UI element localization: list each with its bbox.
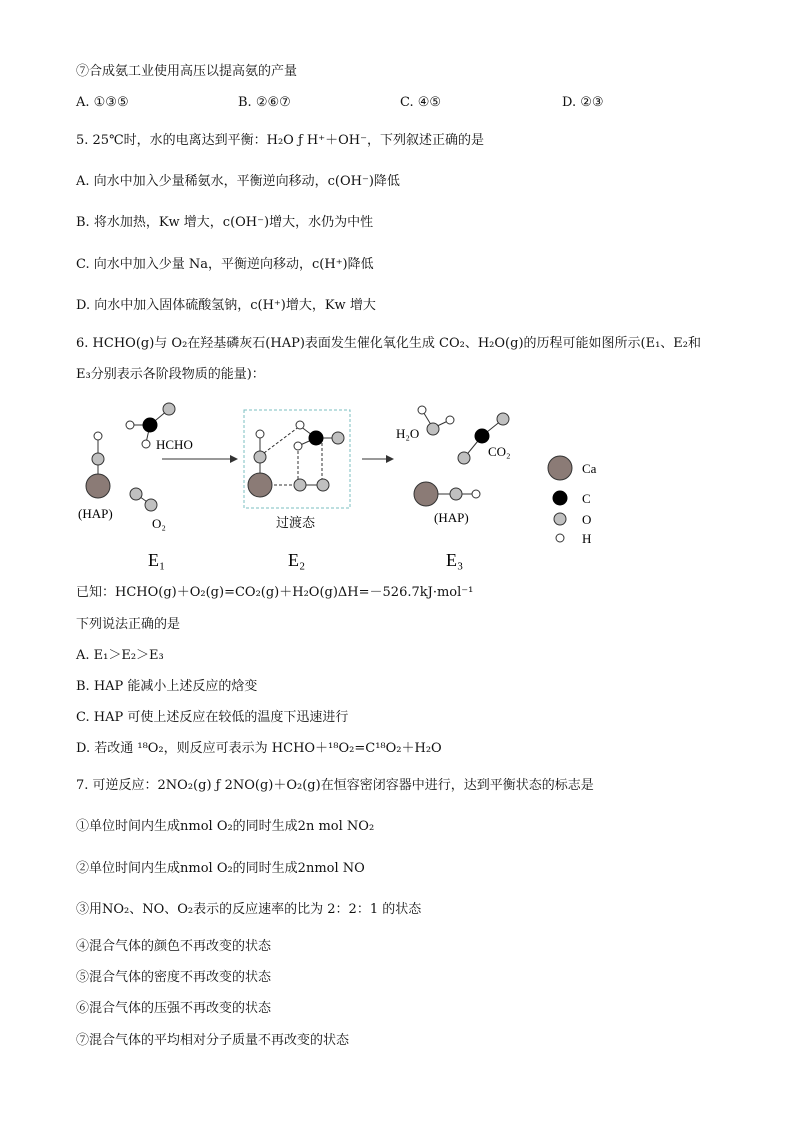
- legend-ca-swatch: [548, 456, 572, 480]
- arrow-head-icon: [386, 455, 394, 463]
- c-atom: [143, 418, 157, 432]
- co2-label: CO₂: [488, 444, 511, 459]
- stage-e2: [244, 410, 350, 570]
- legend-h-label: H: [582, 531, 592, 546]
- q7-item-1: ①单位时间内生成nmol O₂的同时生成2n mol NO₂: [76, 819, 375, 834]
- q5-option-a: A. 向水中加入少量稀氨水，平衡逆向移动，c(OH⁻)降低: [76, 174, 400, 189]
- o-atom: [130, 488, 142, 500]
- o-atom: [294, 479, 306, 491]
- q6-known: 已知：HCHO(g)＋O₂(g)=CO₂(g)＋H₂O(g)ΔH=－526.7kJ·mol⁻¹: [76, 585, 474, 600]
- h-atom: [418, 406, 426, 414]
- o-atom: [427, 423, 439, 435]
- q4-option-c: C. ④⑤: [400, 95, 442, 110]
- q7-item-7: ⑦混合气体的平均相对分子质量不再改变的状态: [76, 1033, 350, 1048]
- q7-item-5: ⑤混合气体的密度不再改变的状态: [76, 970, 272, 985]
- legend-o-label: O: [582, 512, 592, 527]
- q5-option-b: B. 将水加热，Kw 增大，c(OH⁻)增大，水仍为中性: [76, 215, 374, 230]
- q7-item-3: ③用NO₂、NO、O₂表示的反应速率的比为 2：2：1 的状态: [76, 902, 422, 917]
- h-atom: [296, 421, 304, 429]
- q6-option-c: C. HAP 可使上述反应在较低的温度下迅速进行: [76, 710, 349, 725]
- h-atom: [126, 421, 134, 429]
- q5-option-c: C. 向水中加入少量 Na，平衡逆向移动，c(H⁺)降低: [76, 257, 374, 272]
- transition-state-label: 过渡态: [276, 515, 316, 530]
- h-atom: [142, 440, 150, 448]
- q6-stem-line2: E₃分别表示各阶段物质的能量)：: [76, 367, 265, 382]
- e1-label: E₁: [148, 550, 166, 570]
- o-atom: [254, 451, 266, 463]
- o-atom: [163, 403, 175, 415]
- q6-option-d: D. 若改通 ¹⁸O₂，则反应可表示为 HCHO＋¹⁸O₂=C¹⁸O₂＋H₂O: [76, 741, 442, 756]
- q5-option-d: D. 向水中加入固体硫酸氢钠，c(H⁺)增大，Kw 增大: [76, 298, 376, 313]
- atom-legend: [548, 456, 597, 546]
- q6-option-b: B. HAP 能减小上述反应的焓变: [76, 679, 258, 694]
- q4-option-a: A. ①③⑤: [76, 95, 129, 110]
- q7-stem: 7. 可逆反应：2NO₂(g) ƒ 2NO(g)＋O₂(g)在恒容密闭容器中进行，达到平衡状态的标志是: [76, 778, 594, 793]
- hap-label-e3: (HAP): [434, 510, 469, 525]
- ca-atom: [86, 474, 110, 498]
- o-atom: [145, 499, 157, 511]
- q5-stem: 5. 25℃时，水的电离达到平衡：H₂O ƒ H⁺＋OH⁻，下列叙述正确的是: [76, 133, 484, 148]
- h-atom: [472, 490, 480, 498]
- o2-label: O₂: [152, 516, 166, 531]
- o-atom: [497, 413, 509, 425]
- o-atom: [332, 432, 344, 444]
- reaction-mechanism-figure: [60, 398, 720, 578]
- legend-ca-label: Ca: [582, 461, 597, 476]
- o-atom: [317, 479, 329, 491]
- q7-item-6: ⑥混合气体的压强不再改变的状态: [76, 1001, 272, 1016]
- stage-e3: [396, 406, 511, 570]
- legend-h-swatch: [556, 534, 564, 542]
- h-atom: [256, 430, 264, 438]
- legend-c-label: C: [582, 491, 591, 506]
- hap-label-e1: (HAP): [78, 506, 113, 521]
- c-atom: [475, 429, 489, 443]
- arrow-head-icon: [230, 455, 238, 463]
- e2-label: E₂: [288, 550, 306, 570]
- hcho-label: HCHO: [156, 437, 193, 452]
- stage-e1: [78, 403, 193, 570]
- h-atom: [94, 432, 102, 440]
- q7-item-2: ②单位时间内生成nmol O₂的同时生成2nmol NO: [76, 861, 365, 876]
- c-atom: [309, 431, 323, 445]
- e3-label: E₃: [446, 550, 464, 570]
- q6-stem-line1: 6. HCHO(g)与 O₂在羟基磷灰石(HAP)表面发生催化氧化生成 CO₂、H₂O(g)的历程可能如图所示(E₁、E₂和: [76, 336, 701, 351]
- q6-option-a: A. E₁＞E₂＞E₃: [76, 648, 164, 663]
- q6-prompt: 下列说法正确的是: [76, 617, 181, 632]
- q4-option-d: D. ②③: [562, 95, 604, 110]
- q7-item-4: ④混合气体的颜色不再改变的状态: [76, 939, 272, 954]
- legend-c-swatch: [553, 491, 567, 505]
- legend-o-swatch: [554, 513, 566, 525]
- h-atom: [294, 442, 302, 450]
- ca-atom: [248, 473, 272, 497]
- o-atom: [92, 453, 104, 465]
- o-atom: [458, 452, 470, 464]
- ca-atom: [414, 482, 438, 506]
- o-atom: [450, 488, 462, 500]
- q4-item-7: ⑦合成氨工业使用高压以提高氨的产量: [76, 64, 298, 79]
- h-atom: [446, 416, 454, 424]
- q4-option-b: B. ②⑥⑦: [238, 95, 291, 110]
- h2o-label: H₂O: [396, 426, 420, 441]
